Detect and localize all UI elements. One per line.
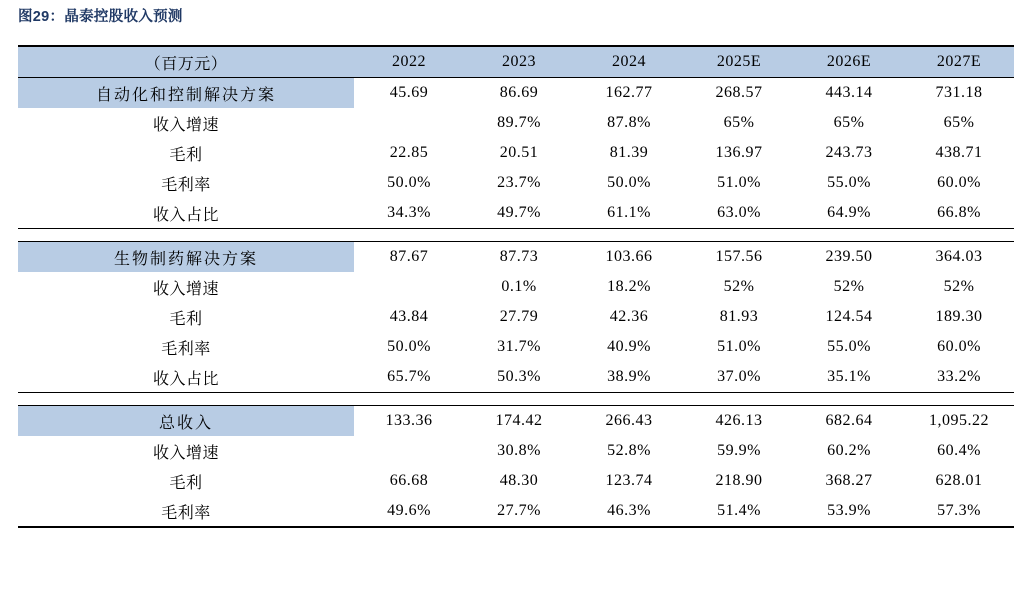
cell-biopharma-2022: 87.67	[354, 242, 464, 273]
row-cell: 35.1%	[794, 362, 904, 393]
row-cell: 42.36	[609, 308, 649, 325]
row-cell: 60.0%	[937, 174, 981, 191]
cell-total-2024: 266.43	[574, 406, 684, 437]
cell-automation-2024: 162.77	[574, 78, 684, 109]
row-cell: 189.30	[935, 308, 983, 325]
forecast-table-container	[18, 45, 1014, 528]
cell-biopharma-2025e: 157.56	[684, 242, 794, 273]
table-row	[18, 272, 1014, 302]
table-row	[18, 362, 1014, 393]
table-row	[18, 108, 1014, 138]
header-unit-cell: （百万元）	[18, 46, 354, 78]
section-label-biopharma: 生物制药解决方案	[18, 242, 354, 273]
row-cell: 20.51	[499, 144, 539, 161]
row-cell: 40.9%	[607, 338, 651, 355]
row-cell: 60.2%	[827, 442, 871, 459]
cell-automation-2023: 86.69	[464, 78, 574, 109]
cell-automation-2025e: 268.57	[684, 78, 794, 109]
row-cell: 48.30	[499, 472, 539, 489]
row-cell: 60.4%	[937, 442, 981, 459]
header-col-2027e: 2027E	[904, 46, 1014, 78]
row-cell: 61.1%	[574, 198, 684, 229]
section-spacer	[18, 229, 1014, 242]
row-cell: 65%	[943, 114, 975, 131]
row-cell: 218.90	[715, 472, 763, 489]
row-cell: 628.01	[935, 472, 983, 489]
row-cell: 63.0%	[684, 198, 794, 229]
cell-automation-2026e: 443.14	[794, 78, 904, 109]
row-cell: 57.3%	[904, 496, 1014, 527]
row-label: 收入增速	[152, 444, 219, 462]
spacer-cell	[18, 393, 354, 406]
header-col-2022: 2022	[354, 46, 464, 78]
row-cell: 123.74	[605, 472, 653, 489]
table-row	[18, 496, 1014, 527]
row-cell: 52%	[723, 278, 755, 295]
row-cell: 22.85	[389, 144, 429, 161]
section-spacer	[18, 393, 1014, 406]
spacer-cell	[904, 229, 1014, 242]
row-cell: 31.7%	[497, 338, 541, 355]
row-cell: 52.8%	[607, 442, 651, 459]
row-cell: 49.6%	[354, 496, 464, 527]
spacer-cell	[464, 393, 574, 406]
cell-biopharma-2027e: 364.03	[904, 242, 1014, 273]
table-row	[18, 302, 1014, 332]
section-row-biopharma	[18, 242, 1014, 273]
row-cell: 51.4%	[684, 496, 794, 527]
figure-title: 图29：晶泰控股收入预测	[18, 9, 183, 25]
spacer-cell	[574, 229, 684, 242]
table-row	[18, 138, 1014, 168]
row-cell: 53.9%	[794, 496, 904, 527]
row-cell	[354, 436, 464, 466]
row-cell: 50.0%	[387, 338, 431, 355]
revenue-forecast-table	[18, 45, 1014, 528]
spacer-cell	[904, 393, 1014, 406]
table-header-row	[18, 46, 1014, 78]
header-col-2025e: 2025E	[684, 46, 794, 78]
row-cell: 27.7%	[464, 496, 574, 527]
row-cell: 243.73	[825, 144, 873, 161]
spacer-cell	[354, 393, 464, 406]
row-cell: 50.0%	[387, 174, 431, 191]
row-cell: 438.71	[935, 144, 983, 161]
spacer-cell	[794, 393, 904, 406]
cell-biopharma-2026e: 239.50	[794, 242, 904, 273]
row-label: 收入占比	[18, 362, 354, 393]
row-cell: 64.9%	[794, 198, 904, 229]
row-label: 收入占比	[18, 198, 354, 229]
row-cell: 65.7%	[354, 362, 464, 393]
cell-total-2025e: 426.13	[684, 406, 794, 437]
row-cell: 65%	[833, 114, 865, 131]
row-label: 收入增速	[152, 280, 219, 298]
spacer-cell	[464, 229, 574, 242]
row-cell: 52%	[833, 278, 865, 295]
cell-biopharma-2024: 103.66	[574, 242, 684, 273]
row-cell: 27.79	[499, 308, 539, 325]
section-row-automation	[18, 78, 1014, 109]
row-cell: 59.9%	[717, 442, 761, 459]
table-row	[18, 168, 1014, 198]
cell-total-2022: 133.36	[354, 406, 464, 437]
row-cell: 0.1%	[501, 278, 537, 295]
row-cell: 33.2%	[904, 362, 1014, 393]
row-label: 毛利	[169, 310, 203, 328]
row-cell: 51.0%	[717, 174, 761, 191]
row-label: 毛利率	[161, 176, 211, 194]
row-cell: 52%	[943, 278, 975, 295]
row-cell: 136.97	[715, 144, 763, 161]
row-cell: 50.3%	[464, 362, 574, 393]
spacer-cell	[794, 229, 904, 242]
row-cell: 124.54	[825, 308, 873, 325]
spacer-cell	[354, 229, 464, 242]
cell-total-2023: 174.42	[464, 406, 574, 437]
row-cell: 38.9%	[574, 362, 684, 393]
row-cell: 55.0%	[827, 338, 871, 355]
row-cell: 66.68	[389, 472, 429, 489]
row-cell: 30.8%	[497, 442, 541, 459]
row-cell: 66.8%	[904, 198, 1014, 229]
section-row-total-revenue	[18, 406, 1014, 437]
spacer-cell	[18, 229, 354, 242]
row-cell	[354, 272, 464, 302]
row-cell: 81.39	[609, 144, 649, 161]
table-row	[18, 436, 1014, 466]
row-label: 毛利率	[161, 340, 211, 358]
row-cell: 87.8%	[607, 114, 651, 131]
row-cell	[354, 108, 464, 138]
spacer-cell	[684, 393, 794, 406]
header-col-2026e: 2026E	[794, 46, 904, 78]
section-label-automation: 自动化和控制解决方案	[18, 78, 354, 109]
cell-automation-2027e: 731.18	[904, 78, 1014, 109]
row-cell: 65%	[723, 114, 755, 131]
row-cell: 18.2%	[607, 278, 651, 295]
row-cell: 51.0%	[717, 338, 761, 355]
row-label: 毛利	[169, 146, 203, 164]
row-cell: 81.93	[719, 308, 759, 325]
spacer-cell	[684, 229, 794, 242]
row-cell: 34.3%	[354, 198, 464, 229]
row-cell: 50.0%	[607, 174, 651, 191]
row-label: 收入增速	[152, 116, 219, 134]
header-col-2024: 2024	[574, 46, 684, 78]
cell-biopharma-2023: 87.73	[464, 242, 574, 273]
table-row	[18, 332, 1014, 362]
cell-total-2027e: 1,095.22	[904, 406, 1014, 437]
header-col-2023: 2023	[464, 46, 574, 78]
row-cell: 46.3%	[574, 496, 684, 527]
row-cell: 37.0%	[684, 362, 794, 393]
row-cell: 368.27	[825, 472, 873, 489]
row-cell: 55.0%	[827, 174, 871, 191]
spacer-cell	[574, 393, 684, 406]
row-cell: 43.84	[389, 308, 429, 325]
row-cell: 23.7%	[497, 174, 541, 191]
cell-automation-2022: 45.69	[354, 78, 464, 109]
row-label: 毛利率	[18, 496, 354, 527]
row-cell: 49.7%	[464, 198, 574, 229]
row-cell: 60.0%	[937, 338, 981, 355]
cell-total-2026e: 682.64	[794, 406, 904, 437]
section-label-total-revenue: 总收入	[18, 406, 354, 437]
row-cell: 89.7%	[497, 114, 541, 131]
table-row	[18, 198, 1014, 229]
table-row	[18, 466, 1014, 496]
row-label: 毛利	[169, 474, 203, 492]
